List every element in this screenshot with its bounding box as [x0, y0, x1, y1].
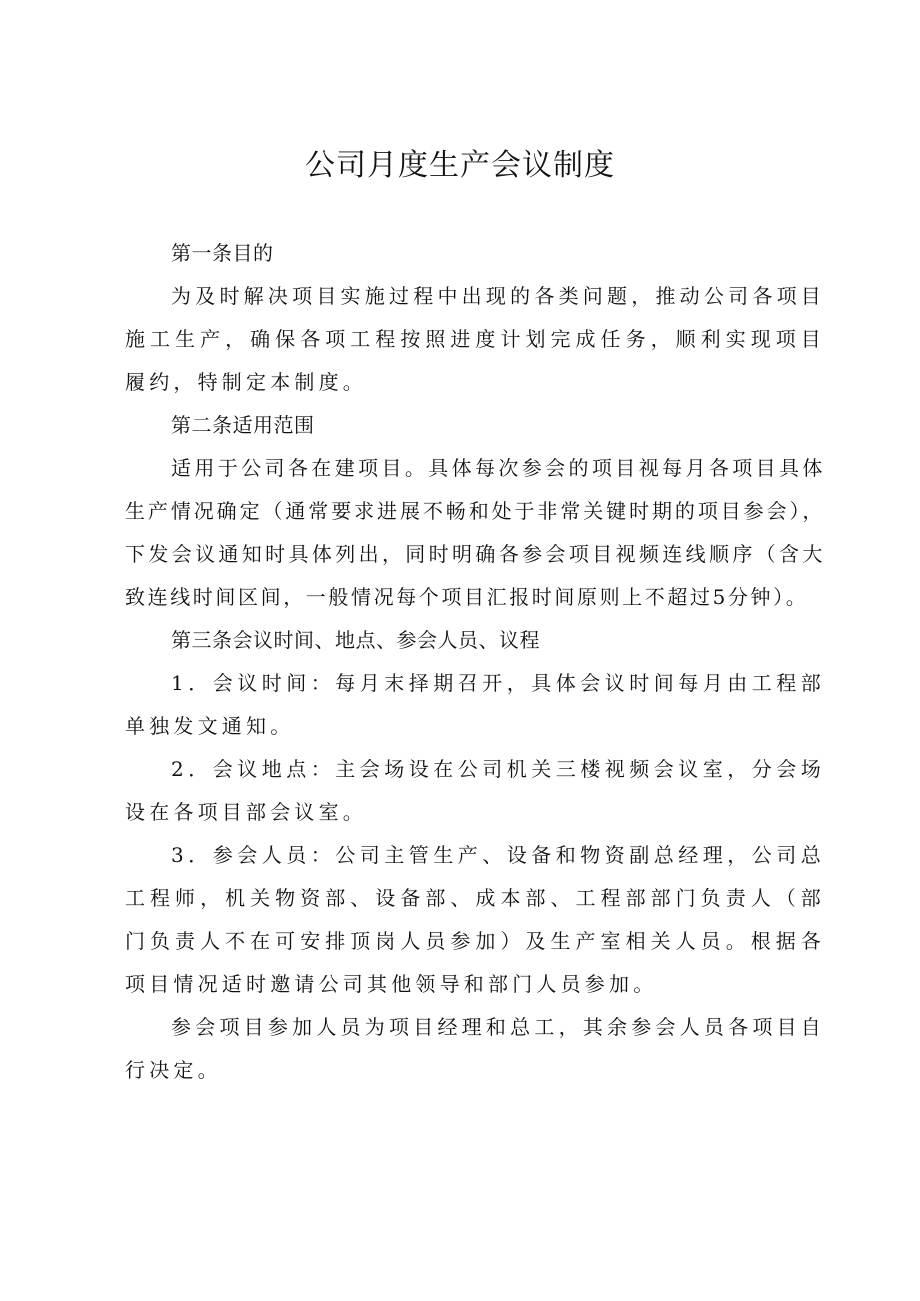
section-3-item-attendees: 3．参会人员：公司主管生产、设备和物资副总经理，公司总工程师，机关物资部、设备部、成本部、工程部部门负责人（部门负责人不在可安排顶岗人员参加）及生产室相关人员。根据各项目情况适时邀请公司其他领导和部门人员参加。	[125, 843, 825, 996]
section-heading-1: 第一条目的	[171, 241, 274, 265]
section-3-project-attendees: 参会项目参加人员为项目经理和总工，其余参会人员各项目自行决定。	[125, 1015, 825, 1082]
document-title: 公司月度生产会议制度	[305, 148, 615, 183]
section-3-item-meeting-time: 1．会议时间：每月末择期召开，具体会议时间每月由工程部单独发文通知。	[125, 671, 825, 738]
section-1-paragraph-1: 为及时解决项目实施过程中出现的各类问题，推动公司各项目施工生产，确保各项工程按照进度计划完成任务，顺利实现项目履约，特制定本制度。	[125, 284, 825, 394]
document-body	[125, 232, 825, 1092]
section-3-item-meeting-location: 2．会议地点：主会场设在公司机关三楼视频会议室，分会场设在各项目部会议室。	[125, 757, 825, 824]
section-heading-2: 第二条适用范围	[171, 413, 315, 437]
section-2-paragraph-1: 适用于公司各在建项目。具体每次参会的项目视每月各项目具体生产情况确定（通常要求进展不畅和处于非常关键时期的项目参会），下发会议通知时具体列出，同时明确各参会项目视频连线顺序（含大致连线时间区间，一般情况每个项目汇报时间原则上不超过5分钟）。	[125, 456, 825, 609]
section-heading-3: 第三条会议时间、地点、参会人员、议程	[171, 628, 540, 652]
